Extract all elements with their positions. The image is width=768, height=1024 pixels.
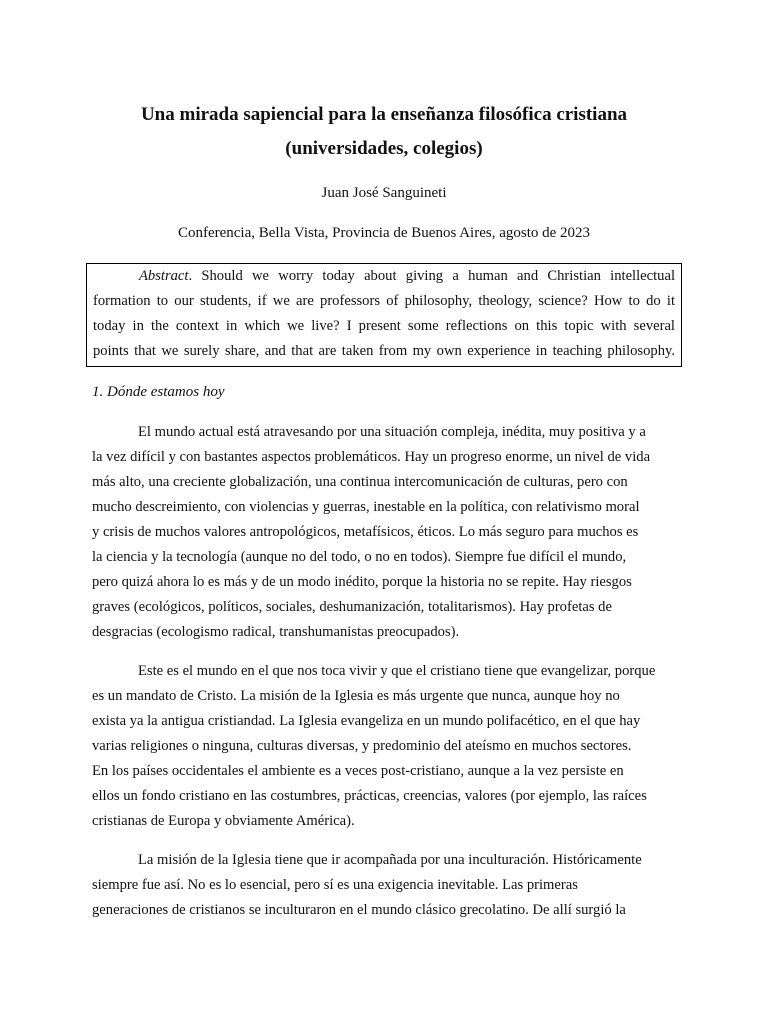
abstract-text: . Should we worry today about giving a human and Christian intellectual xyxy=(188,268,675,284)
paragraph-line: mucho descreimiento, con violencias y guerras, inestable en la política, con relativismo moral xyxy=(92,499,640,515)
abstract-box xyxy=(86,263,682,367)
abstract-line: today in the context in which we live? I present some reflections on this topic with several xyxy=(93,318,675,334)
paragraph-line: la ciencia y la tecnología (aunque no del todo, o no en todos). Siempre fue difícil el mundo, xyxy=(92,549,627,565)
title-line-1: Una mirada sapiencial para la enseñanza filosófica cristiana xyxy=(140,104,628,125)
paragraph-line: más alto, una creciente globalización, una continua intercomunicación de culturas, pero con xyxy=(92,474,628,490)
abstract-line: points that we surely share, and that are taken from my own experience in teaching philosophy. xyxy=(93,343,675,359)
abstract-line xyxy=(139,264,675,289)
paragraph-line: El mundo actual está atravesando por una situación compleja, inédita, muy positiva y a xyxy=(138,424,646,440)
paragraph-line: varias religiones o ninguna, culturas diversas, y predominio del ateísmo en muchos sectores. xyxy=(92,738,632,754)
paragraph-line: exista ya la antigua cristiandad. La Iglesia evangeliza en un mundo polifacético, en el que hay xyxy=(92,713,641,729)
section-heading: 1. Dónde estamos hoy xyxy=(92,384,225,400)
paragraph-line: ellos un fondo cristiano en las costumbres, prácticas, creencias, valores (por ejemplo, las raíces xyxy=(92,788,647,804)
paragraph-line: y crisis de muchos valores antropológicos, metafísicos, éticos. Lo más seguro para muchos es xyxy=(92,524,639,540)
paragraph-line: la vez difícil y con bastantes aspectos problemáticos. Hay un progreso enorme, un nivel de vida xyxy=(92,449,651,465)
paragraph-line: siempre fue así. No es lo esencial, pero sí es una exigencia inevitable. Las primeras xyxy=(92,877,578,893)
author-name: Juan José Sanguineti xyxy=(321,185,447,201)
paragraph-line: La misión de la Iglesia tiene que ir acompañada por una inculturación. Históricamente xyxy=(138,852,642,868)
title-line-2: (universidades, colegios) xyxy=(285,138,483,159)
paragraph-line: cristianas de Europa y obviamente América). xyxy=(92,813,355,829)
abstract-line: formation to our students, if we are professors of philosophy, theology, science? How to do it xyxy=(93,293,675,309)
paragraph-line: es un mandato de Cristo. La misión de la Iglesia es más urgente que nunca, aunque hoy no xyxy=(92,688,620,704)
paragraph-line: desgracias (ecologismo radical, transhumanistas preocupados). xyxy=(92,624,460,640)
paragraph-line: En los países occidentales el ambiente es a veces post-cristiano, aunque a la vez persiste en xyxy=(92,763,624,779)
paragraph-line: generaciones de cristianos se inculturaron en el mundo clásico grecolatino. De allí surgió la xyxy=(92,902,626,918)
paragraph-line: pero quizá ahora lo es más y de un modo inédito, porque la historia no se repite. Hay riesgos xyxy=(92,574,632,590)
conference-venue: Conferencia, Bella Vista, Provincia de Buenos Aires, agosto de 2023 xyxy=(177,225,591,241)
paragraph-line: Este es el mundo en el que nos toca vivir y que el cristiano tiene que evangelizar, porque xyxy=(138,663,656,679)
abstract-label: Abstract xyxy=(139,268,189,284)
paragraph-line: graves (ecológicos, políticos, sociales, deshumanización, totalitarismos). Hay profetas de xyxy=(92,599,612,615)
